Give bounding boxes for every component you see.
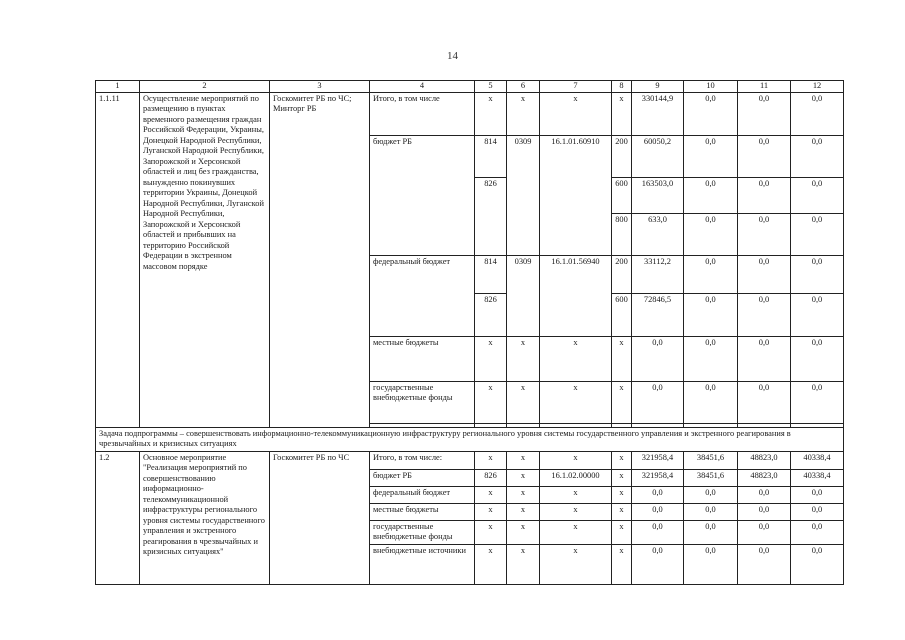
header-cell: 9 bbox=[632, 81, 684, 93]
page-number: 14 bbox=[447, 50, 458, 62]
cell: 826 bbox=[475, 177, 507, 255]
cell: 0,0 bbox=[684, 544, 738, 584]
cell: х bbox=[612, 469, 632, 486]
cell: 38451,6 bbox=[684, 451, 738, 469]
cell: 0,0 bbox=[738, 520, 791, 544]
cell: х bbox=[475, 381, 507, 423]
cell: 48823,0 bbox=[738, 451, 791, 469]
cell: 826 bbox=[475, 293, 507, 336]
cell: х bbox=[507, 381, 540, 423]
cell: 814 bbox=[475, 135, 507, 177]
cell: х bbox=[540, 451, 612, 469]
cell: х bbox=[540, 336, 612, 381]
cell: 0,0 bbox=[738, 177, 791, 213]
cell: 0,0 bbox=[738, 486, 791, 503]
cell: 0,0 bbox=[632, 336, 684, 381]
cell: 16.1.01.60910 bbox=[540, 135, 612, 255]
row-executor: Госкомитет РБ по ЧС; Минторг РБ bbox=[270, 92, 370, 427]
cell: 0,0 bbox=[738, 255, 791, 293]
cell: 0,0 bbox=[684, 92, 738, 135]
cell: 200 bbox=[612, 255, 632, 293]
header-cell: 7 bbox=[540, 81, 612, 93]
cell: 0309 bbox=[507, 135, 540, 255]
row-executor: Госкомитет РБ по ЧС bbox=[270, 451, 370, 584]
cell: х bbox=[612, 503, 632, 520]
cell: х bbox=[507, 336, 540, 381]
cell: 0,0 bbox=[738, 544, 791, 584]
row-description: Основное мероприятие "Реализация мероприятий по совершенствованию информационно-телекоммуникационной инфраструктуры регионального уровня системы государственного управления и экстренного реагирования в чрезвычайных и кризисных ситуациях" bbox=[140, 451, 270, 584]
cell: 40338,4 bbox=[791, 469, 844, 486]
cell: 330144,9 bbox=[632, 92, 684, 135]
cell: х bbox=[612, 544, 632, 584]
cell: 0,0 bbox=[684, 486, 738, 503]
source-label: бюджет РБ bbox=[370, 469, 475, 486]
budget-table bbox=[95, 80, 844, 585]
header-cell: 5 bbox=[475, 81, 507, 93]
cell: 60050,2 bbox=[632, 135, 684, 177]
cell: х bbox=[540, 381, 612, 423]
cell: х bbox=[507, 503, 540, 520]
cell: х bbox=[612, 451, 632, 469]
header-cell: 2 bbox=[140, 81, 270, 93]
header-cell: 4 bbox=[370, 81, 475, 93]
cell: 16.1.02.00000 bbox=[540, 469, 612, 486]
cell: 0,0 bbox=[791, 293, 844, 336]
source-label: федеральный бюджет bbox=[370, 486, 475, 503]
cell: 0,0 bbox=[791, 503, 844, 520]
cell: х bbox=[540, 486, 612, 503]
cell: 0,0 bbox=[632, 486, 684, 503]
cell: 33112,2 bbox=[632, 255, 684, 293]
cell: х bbox=[507, 486, 540, 503]
cell: 800 bbox=[612, 213, 632, 255]
cell: х bbox=[540, 92, 612, 135]
cell: 0,0 bbox=[684, 135, 738, 177]
cell: 0,0 bbox=[684, 520, 738, 544]
cell: 0,0 bbox=[684, 177, 738, 213]
cell: 0309 bbox=[507, 255, 540, 336]
cell: 0,0 bbox=[684, 213, 738, 255]
row-code: 1.1.11 bbox=[96, 92, 140, 427]
cell: 200 bbox=[612, 135, 632, 177]
cell: 0,0 bbox=[791, 336, 844, 381]
cell: х bbox=[475, 336, 507, 381]
header-cell: 12 bbox=[791, 81, 844, 93]
cell: х bbox=[507, 520, 540, 544]
cell: 0,0 bbox=[791, 92, 844, 135]
source-label: федеральный бюджет bbox=[370, 255, 475, 336]
cell: х bbox=[507, 469, 540, 486]
cell: 72846,5 bbox=[632, 293, 684, 336]
cell: 0,0 bbox=[738, 503, 791, 520]
cell: 0,0 bbox=[791, 135, 844, 177]
cell: 600 bbox=[612, 177, 632, 213]
table-row bbox=[96, 92, 844, 135]
source-label: государственные внебюджетные фонды bbox=[370, 520, 475, 544]
header-cell: 11 bbox=[738, 81, 791, 93]
cell: 0,0 bbox=[791, 255, 844, 293]
cell: 0,0 bbox=[738, 293, 791, 336]
cell: 0,0 bbox=[632, 503, 684, 520]
cell: х bbox=[475, 520, 507, 544]
cell: 40338,4 bbox=[791, 451, 844, 469]
cell: 0,0 bbox=[684, 293, 738, 336]
cell: 163503,0 bbox=[632, 177, 684, 213]
source-label: внебюджетные источники bbox=[370, 544, 475, 584]
header-cell: 1 bbox=[96, 81, 140, 93]
source-label: бюджет РБ bbox=[370, 135, 475, 255]
cell: 0,0 bbox=[738, 92, 791, 135]
cell: х bbox=[475, 451, 507, 469]
cell: 826 bbox=[475, 469, 507, 486]
task-row bbox=[96, 427, 844, 451]
cell: х bbox=[540, 503, 612, 520]
cell: х bbox=[612, 486, 632, 503]
cell: 600 bbox=[612, 293, 632, 336]
cell: 321958,4 bbox=[632, 469, 684, 486]
cell: 0,0 bbox=[791, 520, 844, 544]
cell: 0,0 bbox=[684, 503, 738, 520]
cell: 0,0 bbox=[791, 544, 844, 584]
cell: х bbox=[612, 381, 632, 423]
header-cell: 10 bbox=[684, 81, 738, 93]
cell: 0,0 bbox=[738, 381, 791, 423]
cell: 0,0 bbox=[738, 336, 791, 381]
cell: 38451,6 bbox=[684, 469, 738, 486]
cell: 16.1.01.56940 bbox=[540, 255, 612, 336]
cell: х bbox=[475, 503, 507, 520]
source-label: Итого, в том числе bbox=[370, 92, 475, 135]
cell: 0,0 bbox=[738, 135, 791, 177]
row-code: 1.2 bbox=[96, 451, 140, 584]
cell: 0,0 bbox=[684, 255, 738, 293]
cell: х bbox=[612, 92, 632, 135]
cell: 0,0 bbox=[791, 486, 844, 503]
source-label: государственные внебюджетные фонды bbox=[370, 381, 475, 423]
column-number-row bbox=[96, 81, 844, 93]
cell: 0,0 bbox=[632, 544, 684, 584]
cell: 0,0 bbox=[791, 213, 844, 255]
cell: х bbox=[612, 336, 632, 381]
row-description: Осуществление мероприятий по размещению в пунктах временного размещения граждан Российской Федерации, Украины, Донецкой Народной Республики, Луганской Народной Республики, Запорожской и Херсонской областей и лиц без гражданства, вынужденно покинувших территории Украины, Донецкой Народной Республики, Луганской Народной Республики, Запорожской и Херсонской областей и прибывших на территорию Российской Федерации в экстренном массовом порядке bbox=[140, 92, 270, 427]
cell: 0,0 bbox=[738, 213, 791, 255]
cell: х bbox=[612, 520, 632, 544]
cell: х bbox=[507, 544, 540, 584]
cell: х bbox=[475, 544, 507, 584]
cell: 633,0 bbox=[632, 213, 684, 255]
task-text: Задача подпрограммы – совершенствовать информационно-телекоммуникационную инфраструктуру регионального уровня системы государственного управления и экстренного реагирования в чрезвычайных и кризисных ситуациях bbox=[96, 427, 844, 451]
cell: х bbox=[540, 544, 612, 584]
header-cell: 8 bbox=[612, 81, 632, 93]
cell: 0,0 bbox=[791, 177, 844, 213]
cell: 0,0 bbox=[632, 381, 684, 423]
header-cell: 6 bbox=[507, 81, 540, 93]
cell: 0,0 bbox=[632, 520, 684, 544]
source-label: Итого, в том числе: bbox=[370, 451, 475, 469]
source-label: местные бюджеты bbox=[370, 336, 475, 381]
cell: 48823,0 bbox=[738, 469, 791, 486]
cell: х bbox=[540, 520, 612, 544]
cell: х bbox=[507, 451, 540, 469]
cell: 0,0 bbox=[791, 381, 844, 423]
cell: х bbox=[475, 486, 507, 503]
cell: 814 bbox=[475, 255, 507, 293]
cell: х bbox=[475, 92, 507, 135]
cell: 0,0 bbox=[684, 336, 738, 381]
header-cell: 3 bbox=[270, 81, 370, 93]
table-row bbox=[96, 451, 844, 469]
cell: 321958,4 bbox=[632, 451, 684, 469]
cell: х bbox=[507, 92, 540, 135]
source-label: местные бюджеты bbox=[370, 503, 475, 520]
cell: 0,0 bbox=[684, 381, 738, 423]
